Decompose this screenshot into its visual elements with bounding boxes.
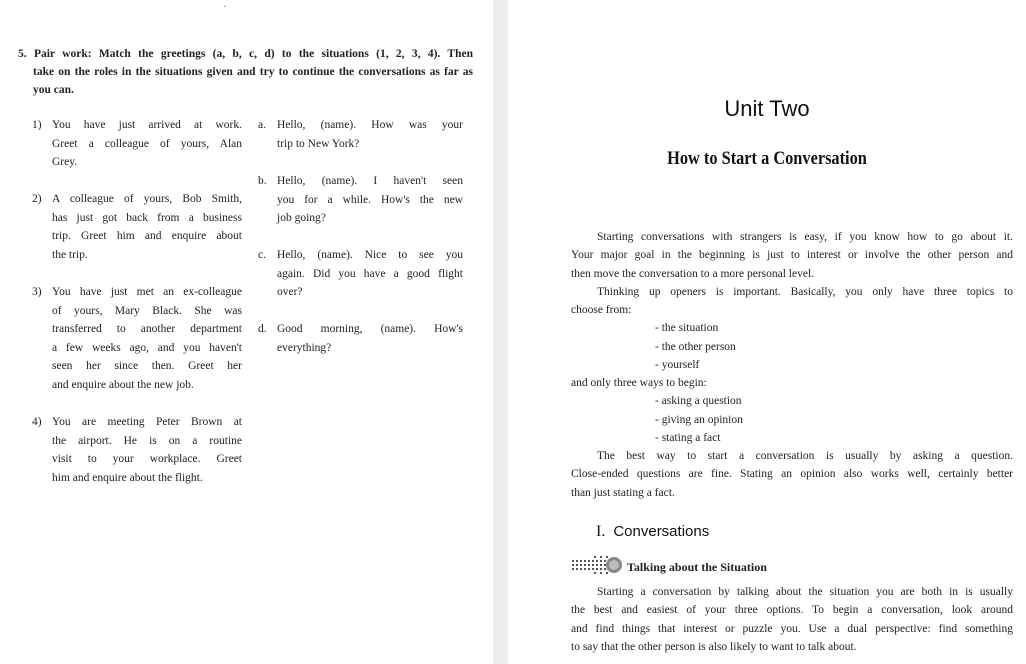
situation-line: seen her since then. Greet her: [52, 360, 242, 372]
paragraph-line: the best and easiest of your three options. To begin a conversation, look around: [571, 604, 1013, 617]
topic-item: - the situation: [655, 322, 719, 334]
paragraph-line: Your major goal in the beginning is just to interest or involve the other person and: [571, 249, 1013, 262]
situation-line: and enquire about the new job.: [52, 378, 194, 391]
situation-line: Greet a colleague of yours, Alan: [52, 137, 242, 150]
situation-line: trip. Greet him and enquire about: [52, 230, 242, 242]
ways-intro: and only three ways to begin:: [571, 377, 707, 389]
situation-line: A colleague of yours, Bob Smith,: [52, 193, 242, 205]
topic-item: - the other person: [655, 341, 736, 353]
situation-line: Grey.: [52, 156, 78, 168]
way-item: - asking a question: [655, 395, 742, 407]
situation-line: him and enquire about the flight.: [52, 471, 203, 484]
greeting-line: over?: [277, 286, 303, 298]
way-item: - giving an opinion: [655, 414, 743, 426]
greeting-letter: c.: [258, 249, 266, 261]
greeting-line: everything?: [277, 341, 332, 354]
exercise-heading: [18, 45, 473, 99]
book-gutter: [493, 0, 508, 664]
halftone-badge-icon: [570, 554, 622, 576]
situation-line: You are meeting Peter Brown at: [52, 416, 242, 428]
greeting-a: [258, 116, 463, 153]
situation-number: 4): [32, 416, 42, 428]
section-numeral: I.: [596, 523, 606, 540]
paragraph-line: choose from:: [571, 304, 632, 317]
situation-line: a few weeks ago, and you haven't: [52, 341, 242, 354]
situation-line: the trip.: [52, 248, 88, 261]
paragraph-line: to say that the other person is also likely to want to talk about.: [571, 640, 857, 653]
situation-4: [32, 413, 242, 487]
stray-mark: ·: [223, 2, 227, 13]
greeting-d: [258, 320, 463, 357]
greeting-letter: d.: [258, 323, 267, 335]
situation-3: [32, 283, 242, 394]
openers-paragraph: [571, 283, 1013, 320]
unit-title: Unit Two: [724, 96, 810, 121]
greeting-line: trip to New York?: [277, 137, 360, 150]
greeting-line: Hello, (name). Nice to see you: [277, 249, 463, 261]
greeting-letter: a.: [258, 119, 266, 131]
paragraph-line: than just stating a fact.: [571, 486, 675, 499]
situation-number: 1): [32, 119, 42, 131]
greeting-c: [258, 246, 463, 302]
paragraph-line: Starting a conversation by talking about the situation you are both in is usually: [597, 586, 1013, 598]
section-heading: [596, 523, 709, 541]
situation-line: the airport. He is on a routine: [52, 434, 242, 447]
best-way-paragraph: [571, 447, 1013, 502]
greeting-line: you for a while. How's the new: [277, 193, 463, 206]
way-item: - stating a fact: [655, 432, 721, 444]
situation-number: 3): [32, 286, 42, 298]
paragraph-line: then move the conversation to a more personal level.: [571, 267, 815, 280]
chapter-title: How to Start a Conversation: [667, 148, 867, 169]
situation-line: transferred to another department: [52, 323, 242, 335]
greeting-line: job going?: [277, 212, 326, 224]
greeting-line: Good morning, (name). How's: [277, 323, 463, 335]
situation-line: of yours, Mary Black. She was: [52, 304, 242, 317]
paragraph-line: Close-ended questions are fine. Stating an opinion also works well, certainly better: [571, 468, 1013, 481]
right-page: [508, 0, 1026, 664]
paragraph-line: Thinking up openers is important. Basically, you only have three topics to: [597, 286, 1013, 298]
situation-number: 2): [32, 193, 42, 205]
situation-2: [32, 190, 242, 264]
situation-line: You have just arrived at work.: [52, 119, 242, 131]
subsection-title: Talking about the Situation: [627, 560, 767, 574]
situation-1: [32, 116, 242, 172]
exercise-heading-line: you can.: [33, 84, 74, 96]
greeting-line: Hello, (name). I haven't seen: [277, 175, 463, 187]
greeting-line: Hello, (name). How was your: [277, 119, 463, 131]
situation-line: visit to your workplace. Greet: [52, 453, 242, 465]
intro-paragraph: [571, 228, 1013, 283]
paragraph-line: The best way to start a conversation is usually by asking a question.: [597, 450, 1013, 462]
situation-line: has just got back from a business: [52, 211, 242, 224]
section-title: Conversations: [613, 523, 710, 540]
situation-line: You have just met an ex-colleague: [52, 286, 242, 298]
situation-paragraph: [571, 583, 1013, 656]
left-page: [0, 0, 493, 664]
greeting-line: again. Did you have a good flight: [277, 267, 463, 280]
paragraph-line: Starting conversations with strangers is easy, if you know how to go about it.: [597, 231, 1013, 243]
exercise-heading-line: take on the roles in the situations given and try to continue the conversations as far as: [33, 66, 473, 78]
topic-item: - yourself: [655, 359, 700, 371]
greeting-b: [258, 172, 463, 228]
paragraph-line: and find things that interest or puzzle you. Use a dual perspective: find something: [571, 622, 1013, 635]
exercise-heading-line: 5. Pair work: Match the greetings (a, b, c, d) to the situations (1, 2, 3, 4). Then: [18, 48, 473, 60]
greeting-letter: b.: [258, 175, 267, 187]
